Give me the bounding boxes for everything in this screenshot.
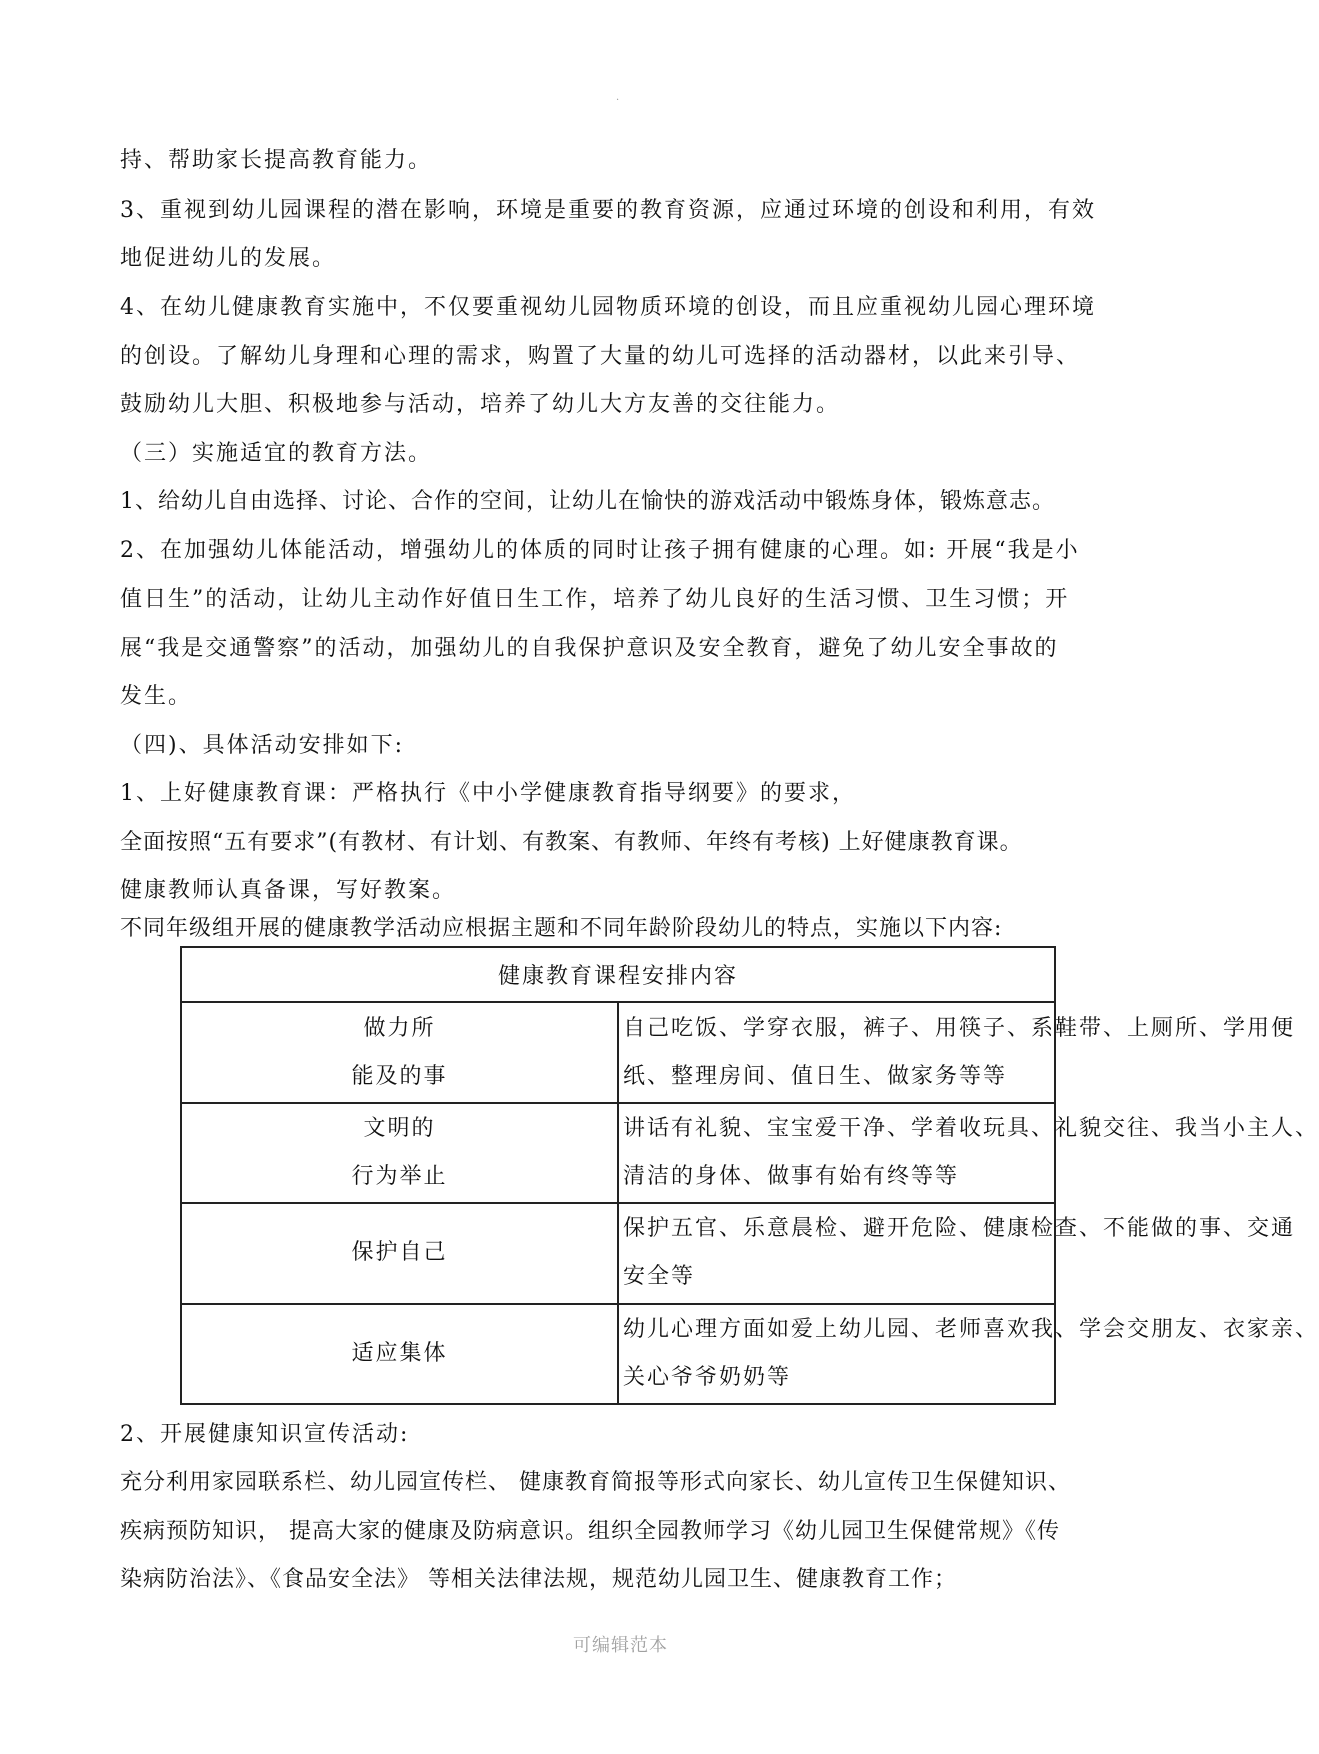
section-heading: （四)、具体活动安排如下: [120,733,404,758]
paragraph-line: 充分利用家园联系栏、幼儿园宣传栏、 健康教育简报等形式向家长、幼儿宣传卫生保健知识、 [120,1470,1071,1495]
content-text: 关心爷爷奶奶等 [623,1364,792,1390]
paragraph-line: 发生。 [120,684,193,709]
paragraph-line: 展“我是交通警察”的活动，加强幼儿的自我保护意识及安全教育，避免了幼儿安全事故的 [120,636,1059,661]
paragraph-line: 4、在幼儿健康教育实施中，不仅要重视幼儿园物质环境的创设，而且应重视幼儿园心理环境 [120,295,1097,320]
paragraph-line: 健康教师认真备课，写好教案。 [120,878,457,903]
content-text: 保护五官、乐意晨检、避开危险、健康检查、不能做的事、交通 [623,1216,1296,1242]
content-text: 纸、整理房间、值日生、做家务等等 [623,1063,1008,1089]
content-text: 讲话有礼貌、宝宝爱干净、学着收玩具、礼貌交往、我当小主人、 [623,1115,1319,1141]
page-footer: 可编辑范本 [573,1635,668,1656]
curriculum-table [180,946,1319,1405]
section-heading: （三）实施适宜的教育方法。 [120,441,433,466]
table-row [181,1103,1055,1203]
category-text: 做力所 [363,1015,436,1041]
paragraph-line: 不同年级组开展的健康教学活动应根据主题和不同年龄阶段幼儿的特点，实施以下内容: [120,916,1003,941]
paragraph-line: 的创设。了解幼儿身理和心理的需求，购置了大量的幼儿可选择的活动器材，以此来引导、 [120,344,1081,369]
table-row [181,1002,1055,1102]
paragraph-line: 持、帮助家长提高教育能力。 [120,148,433,173]
paragraph-line: 2、在加强幼儿体能活动，增强幼儿的体质的同时让孩子拥有健康的心理。如: 开展“我是小 [120,538,1080,563]
paragraph-line: 疾病预防知识， 提高大家的健康及防病意识。组织全园教师学习《幼儿园卫生保健常规》《传 [120,1519,1060,1544]
category-text: 保护自己 [351,1240,448,1266]
paragraph-line: 3、重视到幼儿园课程的潜在影响，环境是重要的教育资源，应通过环境的创设和利用，有效 [120,198,1097,223]
content-text: 安全等 [623,1264,696,1290]
content-text: 自己吃饭、学穿衣服，裤子、用筷子、系鞋带、上厕所、学用便 [623,1015,1296,1041]
table-row [181,1203,1055,1303]
table-row [181,1304,1055,1404]
content-text: 幼儿心理方面如爱上幼儿园、老师喜欢我、学会交朋友、衣家亲、 [623,1316,1319,1342]
category-cell [181,1203,618,1303]
category-text: 适应集体 [351,1340,448,1366]
category-cell [181,1002,618,1102]
paragraph-line: 染病防治法》、《食品安全法》 等相关法律法规，规范幼儿园卫生、健康教育工作； [120,1567,957,1592]
paragraph-line: 1、上好健康教育课：严格执行《中小学健康教育指导纲要》的要求， [120,781,856,806]
content-cell [618,1103,1319,1203]
paragraph-line: 全面按照“五有要求”(有教材、有计划、有教案、有教师、年终有考核) 上好健康教育课。 [120,830,1023,855]
paragraph-line: 地促进幼儿的发展。 [120,246,337,271]
content-text: 清洁的身体、做事有始有终等等 [623,1163,960,1189]
header-mark: . [616,92,620,103]
category-cell [181,1103,618,1203]
table-title: 健康教育课程安排内容 [181,947,1055,1002]
paragraph-line: 鼓励幼儿大胆、积极地参与活动，培养了幼儿大方友善的交往能力。 [120,392,841,417]
category-text: 行为举止 [351,1163,448,1189]
content-cell [618,1304,1319,1404]
paragraph-line: 值日生”的活动，让幼儿主动作好值日生工作，培养了幼儿良好的生活习惯、卫生习惯；开 [120,587,1070,612]
category-cell [181,1304,618,1404]
content-cell [618,1002,1296,1102]
category-text: 文明的 [363,1115,436,1141]
category-text: 能及的事 [351,1063,448,1089]
paragraph-line: 1、给幼儿自由选择、讨论、合作的空间，让幼儿在愉快的游戏活动中锻炼身体，锻炼意志。 [120,489,1056,514]
content-cell [618,1203,1296,1303]
section-heading: 2、开展健康知识宣传活动: [120,1422,410,1447]
